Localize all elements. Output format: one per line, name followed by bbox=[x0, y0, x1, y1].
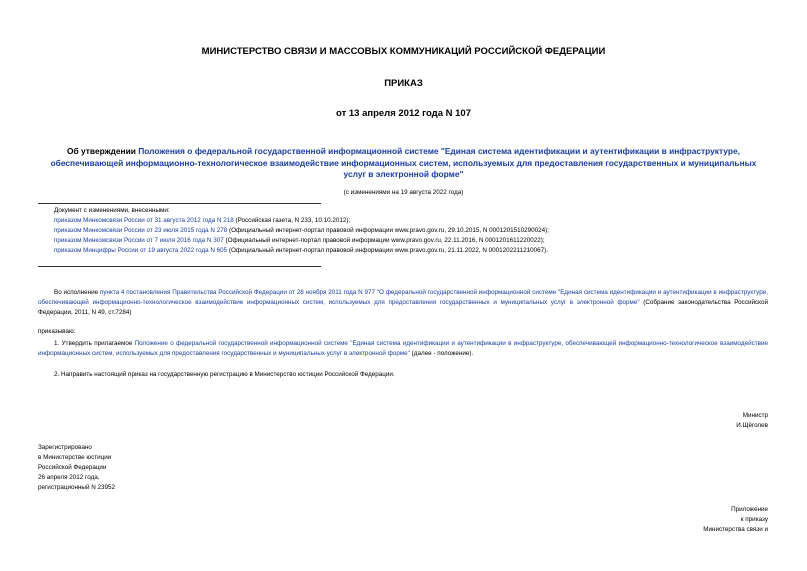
appendix-line: Приложение bbox=[731, 506, 768, 513]
signature-block bbox=[600, 411, 768, 431]
registration-line: Зарегистрировано bbox=[38, 444, 92, 451]
change-note-1: (Российская газета, N 233, 10.10.2012); bbox=[233, 217, 351, 224]
item1-start: 1. Утвердить прилагаемое bbox=[54, 340, 135, 347]
change-note-4: (Официальный интернет-портал правовой информации www.pravo.gov.ru, 21.11.2022, N 0001202211210067). bbox=[227, 247, 549, 254]
title-prefix: Об утверждении bbox=[67, 146, 139, 156]
changes-block bbox=[54, 206, 794, 256]
divider-top bbox=[38, 203, 321, 204]
preamble-link[interactable]: пункта 4 постановления Правительства Российской Федерации от 28 ноября 2011 года N 977 "О федеральной государственной информационной системе "Единая система идентификации и аутентификации в инфраструктуре, обеспечивающей информационно-технологическое взаимодействие информационных систем, используемых для предоставления государственных и муниципальных услуг в электронной форме" bbox=[38, 289, 768, 306]
appendix-block bbox=[600, 505, 768, 535]
title-link[interactable]: Положения о федеральной государственной информационной системе "Единая система идентификации и аутентификации в инфраструктуре, обеспечивающей информационно-технологическое взаимодействие информационных систем, используемых для предоставления государственных и муниципальных услуг в электронной форме" bbox=[50, 146, 757, 179]
document-title bbox=[40, 146, 767, 181]
list-item bbox=[54, 216, 794, 226]
item1-link[interactable]: Положение о федеральной государственной информационной системе "Единая система идентификации и аутентификации в инфраструктуре, обеспечивающей информационно-технологическое взаимодействие информационных систем, используемых для предоставления государственных и муниципальных услуг в электронной форме" bbox=[38, 340, 769, 357]
doc-type-heading: ПРИКАЗ bbox=[384, 78, 423, 89]
appendix-line: к приказу bbox=[740, 516, 768, 523]
signature-position: Министр bbox=[742, 412, 768, 419]
list-item bbox=[54, 246, 794, 256]
signature-name: И.Щёголев bbox=[736, 422, 768, 429]
change-note-2: (Официальный интернет-портал правовой информации www.pravo.gov.ru, 29.10.2015, N 0001201510290024); bbox=[227, 227, 550, 234]
change-link-4[interactable]: приказом Минцифры России от 19 августа 2022 года N 605 bbox=[54, 247, 228, 254]
registration-line: в Министерстве юстиции bbox=[38, 454, 112, 461]
change-link-2[interactable]: приказом Минкомсвязи России от 23 июля 2015 года N 278 bbox=[54, 227, 228, 234]
appendix-line: Министерства связи и bbox=[703, 526, 768, 533]
preamble-end: (Собрание законодательства Российской Федерации, 2011, N 49, ст.7284) bbox=[38, 299, 769, 316]
edition-note: (с изменениями на 19 августа 2022 года) bbox=[343, 189, 464, 196]
registration-line: 26 апреля 2012 года, bbox=[38, 474, 100, 481]
changes-intro: Документ с изменениями, внесенными: bbox=[54, 207, 170, 214]
divider-bottom bbox=[38, 266, 321, 267]
registration-line: регистрационный N 23952 bbox=[38, 484, 116, 491]
registration-block bbox=[38, 443, 115, 493]
preamble-paragraph bbox=[38, 288, 768, 318]
date-number-heading: от 13 апреля 2012 года N 107 bbox=[336, 108, 471, 119]
item-2-paragraph: 2. Направить настоящий приказ на государственную регистрацию в Министерство юстиции Российской Федерации. bbox=[54, 371, 395, 378]
list-item bbox=[54, 226, 794, 236]
item1-end: (далее - положение). bbox=[409, 350, 474, 357]
item-1-paragraph bbox=[38, 339, 768, 359]
change-link-3[interactable]: приказом Минкомсвязи России от 7 июля 2016 года N 307 bbox=[54, 237, 224, 244]
ministry-heading: МИНИСТЕРСТВО СВЯЗИ И МАССОВЫХ КОММУНИКАЦИЙ РОССИЙСКОЙ ФЕДЕРАЦИИ bbox=[201, 46, 606, 57]
change-link-1[interactable]: приказом Минкомсвязи России от 31 августа 2012 года N 218 bbox=[54, 217, 234, 224]
registration-line: Российской Федерации bbox=[38, 464, 107, 471]
preamble-start: Во исполнение bbox=[54, 289, 100, 296]
change-note-3: (Официальный интернет-портал правовой информации www.pravo.gov.ru, 22.11.2016, N 0001201611220022); bbox=[223, 237, 545, 244]
order-word: приказываю: bbox=[38, 328, 76, 335]
list-item bbox=[54, 236, 794, 246]
